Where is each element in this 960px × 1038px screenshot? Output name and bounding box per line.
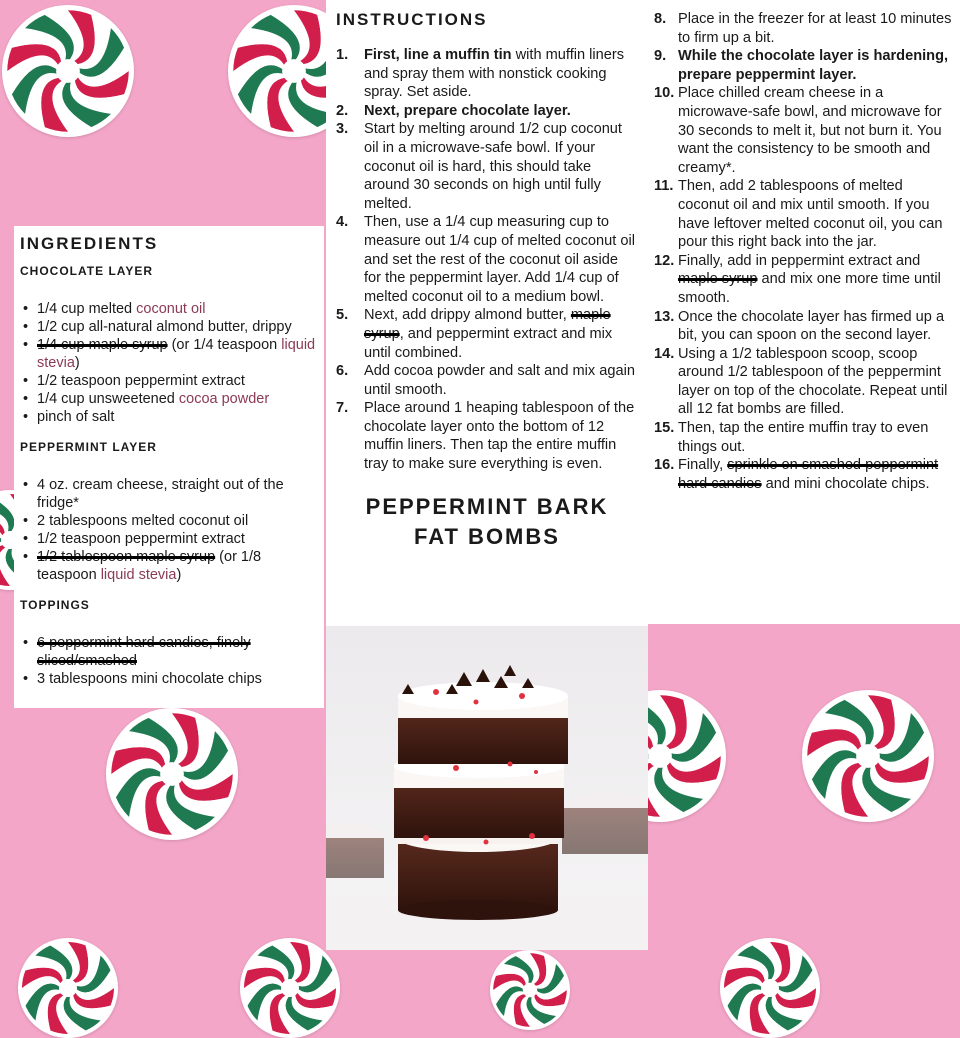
instruction-step xyxy=(654,10,956,47)
ingredient-item xyxy=(20,476,318,512)
step-number: 15. xyxy=(654,420,675,437)
struck-ingredient: 1/4 cup maple syrup xyxy=(37,337,168,353)
instruction-step xyxy=(654,456,956,493)
peppermint-candy-decoration xyxy=(240,938,340,1038)
struck-ingredient: 1/2 tablespoon maple syrup xyxy=(37,549,216,565)
instruction-step xyxy=(336,306,638,362)
instructions-title: INSTRUCTIONS xyxy=(336,10,488,29)
step-number: 10. xyxy=(654,85,675,102)
ingredient-text: 1/2 teaspoon peppermint extract xyxy=(37,373,245,389)
step-text: Add cocoa powder and salt and mix again until smooth. xyxy=(364,363,635,398)
step-text: and mix one more time until smooth. xyxy=(678,271,941,306)
ingredient-item xyxy=(20,318,318,336)
instruction-step xyxy=(654,345,956,419)
ingredient-text: (or 1/4 teaspoon xyxy=(167,337,282,353)
ingredient-text: 3 tablespoons mini chocolate chips xyxy=(37,671,262,687)
peppermint-candy-decoration xyxy=(106,708,238,840)
step-number: 3. xyxy=(336,121,349,138)
ingredient-item xyxy=(20,408,318,426)
step-text: Start by melting around 1/2 cup coconut oil in a microwave-safe bowl. If your coconut oil is hard, this should take around 30 seconds on high until fully melted. xyxy=(364,121,622,212)
step-number: 12. xyxy=(654,252,675,269)
instruction-steps-continued xyxy=(654,10,956,493)
peppermint-candy-decoration xyxy=(490,950,570,1030)
instruction-step xyxy=(336,120,638,213)
instruction-step xyxy=(654,84,956,177)
instruction-step xyxy=(336,102,638,121)
ingredient-item xyxy=(20,670,318,688)
peppermint-layer-list xyxy=(20,476,318,584)
ingredient-text: 1/4 cup melted xyxy=(37,301,137,317)
instruction-step xyxy=(654,252,956,308)
step-number: 6. xyxy=(336,363,349,380)
instruction-step xyxy=(336,46,638,102)
step-text: Next, add drippy almond butter, xyxy=(364,307,571,324)
step-number: 1. xyxy=(336,47,349,63)
step-number: 4. xyxy=(336,214,349,231)
instruction-step xyxy=(336,362,638,399)
ingredient-item xyxy=(20,530,318,548)
ingredient-text: 1/2 teaspoon peppermint extract xyxy=(37,531,245,547)
fat-bombs-photo xyxy=(326,626,648,950)
peppermint-candy-decoration xyxy=(2,5,134,137)
step-text: and mini chocolate chips. xyxy=(761,475,930,492)
ingredient-link[interactable]: cocoa powder xyxy=(178,391,270,407)
ingredient-item xyxy=(20,548,318,584)
step-text: Then, add 2 tablespoons of melted coconut oil and mix until smooth. If you have leftover melted coconut oil, you can pour this right back into the jar. xyxy=(678,178,943,251)
step-text: Then, tap the entire muffin tray to even things out. xyxy=(678,420,929,455)
step-number: 7. xyxy=(336,400,349,417)
step-text: Finally, add in peppermint extract and xyxy=(678,252,921,269)
ingredient-text: 1/2 cup all-natural almond butter, drippy xyxy=(37,319,292,335)
step-number: 13. xyxy=(654,308,675,325)
instructions-continued-panel xyxy=(648,0,960,624)
chocolate-layer-list xyxy=(20,300,318,426)
ingredient-text: (or 1/8 teaspoon xyxy=(37,549,262,583)
ingredient-text: ) xyxy=(74,355,80,371)
ingredient-link[interactable]: liquid stevia xyxy=(100,567,177,583)
step-text: Once the chocolate layer has firmed up a bit, you can spoon on the second layer. xyxy=(678,308,945,344)
instructions-panel xyxy=(326,0,648,626)
recipe-title xyxy=(336,492,638,552)
ingredient-text: 4 oz. cream cheese, straight out of the fridge* xyxy=(37,477,284,511)
step-bold-text: Next, prepare chocolate layer. xyxy=(364,102,571,119)
recipe-title-line: FAT BOMBS xyxy=(414,523,560,549)
instruction-step xyxy=(336,399,638,473)
step-number: 16. xyxy=(654,457,675,474)
instruction-step xyxy=(654,177,956,251)
ingredient-item xyxy=(20,390,318,408)
ingredient-item xyxy=(20,512,318,530)
peppermint-candy-decoration xyxy=(18,938,118,1038)
peppermint-candy-decoration xyxy=(720,938,820,1038)
step-text: with muffin liners and spray them with nonstick cooking spray. Set aside. xyxy=(364,47,625,101)
toppings-heading: TOPPINGS xyxy=(20,598,90,612)
step-number: 2. xyxy=(336,102,349,119)
instruction-steps xyxy=(336,46,638,474)
recipe-title-line: PEPPERMINT BARK xyxy=(365,493,609,519)
step-number: 5. xyxy=(336,307,349,324)
step-text: Place in the freezer for at least 10 minutes to firm up a bit. xyxy=(678,11,952,46)
ingredient-text: ) xyxy=(176,567,182,583)
ingredients-title: INGREDIENTS xyxy=(20,234,159,253)
ingredient-text: pinch of salt xyxy=(37,409,115,425)
ingredient-text: 1/4 cup unsweetened xyxy=(37,391,179,407)
instruction-step xyxy=(654,308,956,345)
instruction-step xyxy=(654,47,956,84)
ingredient-item xyxy=(20,372,318,390)
instruction-step xyxy=(336,213,638,306)
step-number: 14. xyxy=(654,345,675,362)
step-text: , and peppermint extract and mix until combined. xyxy=(364,325,613,361)
step-text: Place around 1 heaping tablespoon of the chocolate layer onto the bottom of 12 muffin liners. Then tap the entire muffin tray to make sure everything is even. xyxy=(364,400,635,473)
ingredient-item xyxy=(20,336,318,372)
step-text: Place chilled cream cheese in a microwave-safe bowl, and microwave for 30 seconds to melt it, but not burn it. You want the consistency to be smooth and creamy*. xyxy=(678,85,942,176)
ingredient-text: 2 tablespoons melted coconut oil xyxy=(37,513,249,529)
ingredient-link[interactable]: coconut oil xyxy=(136,301,206,317)
instruction-step xyxy=(654,419,956,456)
ingredients-panel xyxy=(14,226,324,708)
toppings-list xyxy=(20,634,318,688)
step-number: 11. xyxy=(654,178,674,195)
struck-text: maple syrup xyxy=(364,307,611,342)
ingredient-item xyxy=(20,300,318,318)
step-bold-text: First, line a muffin tin xyxy=(364,47,512,63)
peppermint-layer-heading: PEPPERMINT LAYER xyxy=(20,440,157,454)
step-text: Using a 1/2 tablespoon scoop, scoop around 1/2 tablespoon of the peppermint layer on top of the chocolate. Repeat until all 12 fat bombs are filled. xyxy=(678,345,948,418)
struck-text: maple syrup xyxy=(678,271,758,288)
step-number: 8. xyxy=(654,11,667,27)
struck-text: sprinkle on smashed peppermint hard candies xyxy=(678,457,939,492)
peppermint-candy-decoration xyxy=(802,690,934,822)
chocolate-layer-heading: CHOCOLATE LAYER xyxy=(20,264,154,278)
step-text: Then, use a 1/4 cup measuring cup to measure out 1/4 cup of melted coconut oil and set the rest of the coconut oil aside for the peppermint layer. Add 1/4 cup of melted coconut oil to a medium bowl. xyxy=(364,214,635,305)
step-text: Finally, xyxy=(678,457,728,474)
ingredient-link[interactable]: liquid stevia xyxy=(37,337,316,371)
step-number: 9. xyxy=(654,48,667,65)
ingredient-item xyxy=(20,634,318,670)
step-bold-text: While the chocolate layer is hardening, prepare peppermint layer. xyxy=(678,48,949,83)
struck-ingredient: 6 peppermint hard candies, finely sliced/smashed xyxy=(37,635,251,669)
